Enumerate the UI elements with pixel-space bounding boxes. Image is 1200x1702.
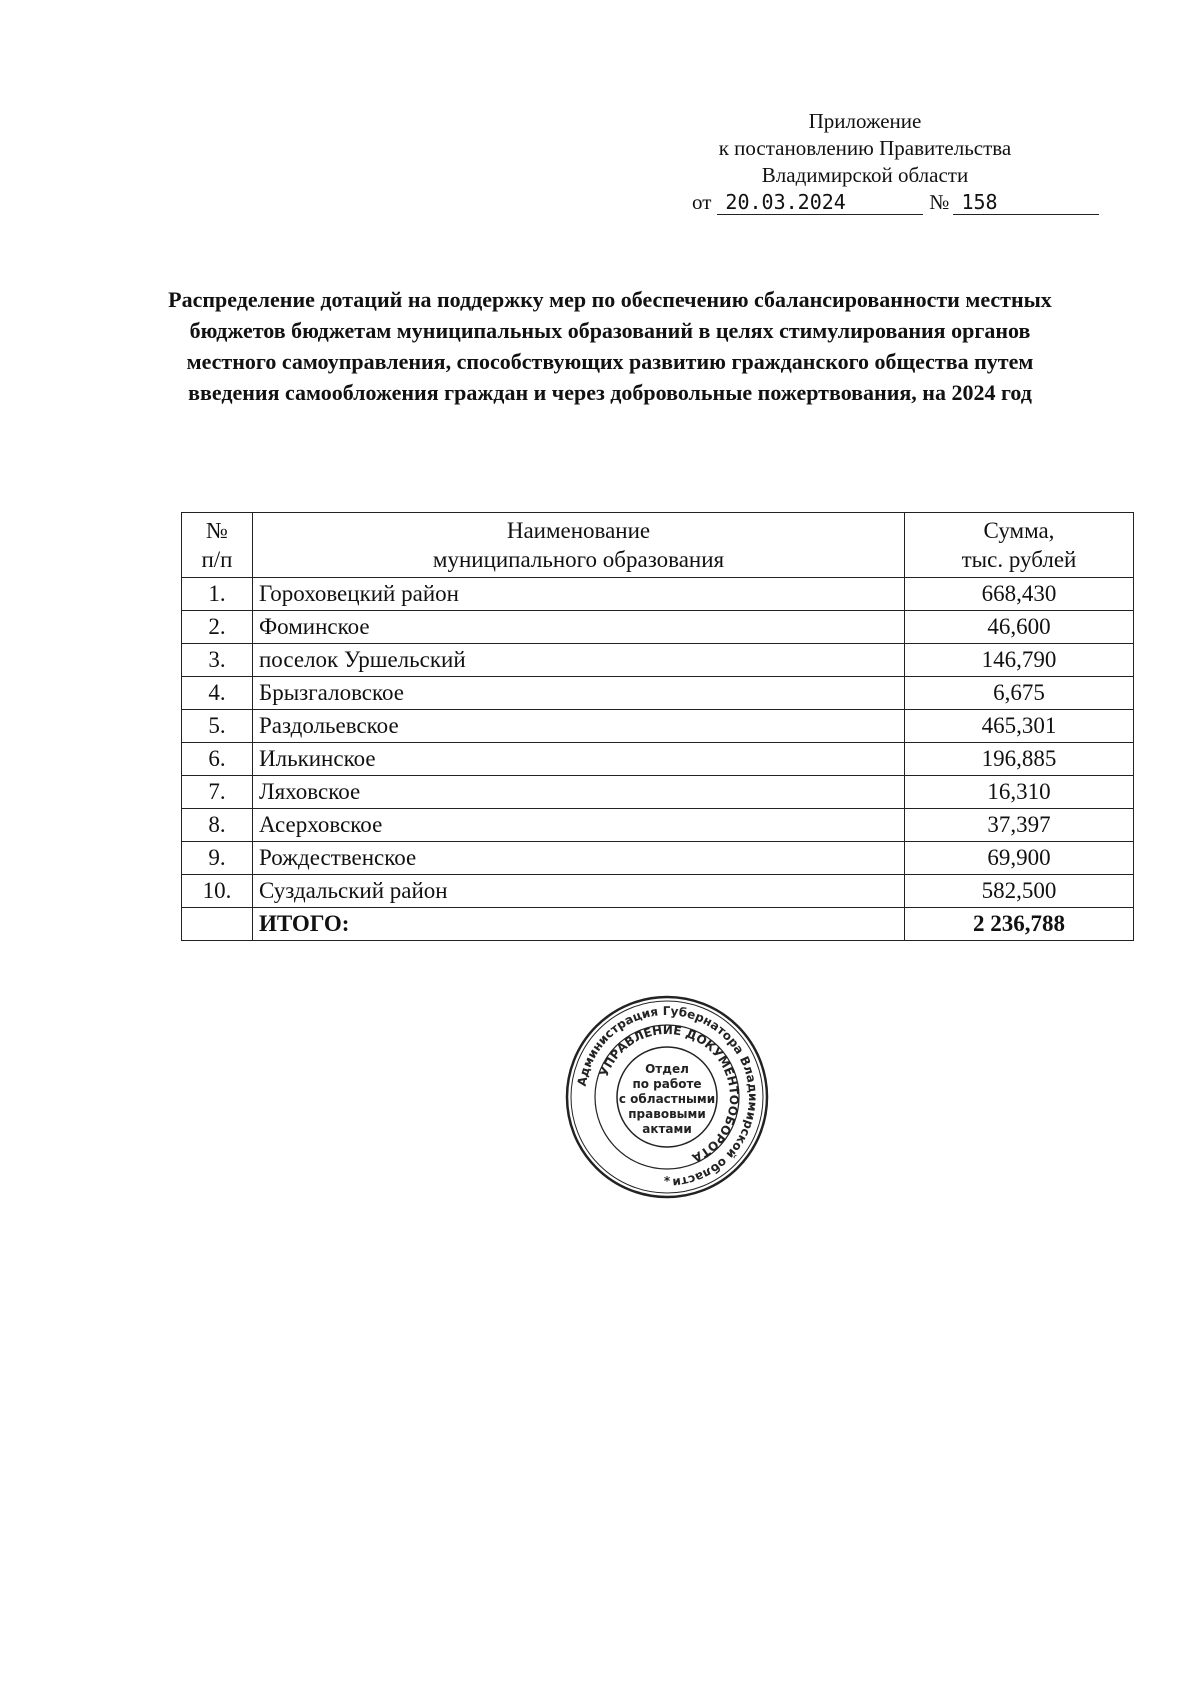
- stamp-center-line2: по работе: [632, 1077, 702, 1091]
- header-sum-line2: тыс. рублей: [961, 547, 1077, 572]
- number-prefix: №: [929, 190, 950, 214]
- row-sum: 46,600: [905, 611, 1134, 644]
- row-sum: 582,500: [905, 875, 1134, 908]
- row-num: 7.: [182, 776, 253, 809]
- row-num: 10.: [182, 875, 253, 908]
- header-sum: [905, 513, 1134, 578]
- row-sum: 465,301: [905, 710, 1134, 743]
- row-name: Суздальский район: [253, 875, 905, 908]
- header-name-line1: Наименование: [506, 518, 651, 543]
- resolution-number: 158: [953, 190, 1099, 215]
- date-prefix: от: [692, 190, 712, 214]
- header-num-line2: п/п: [201, 547, 233, 572]
- row-num: 4.: [182, 677, 253, 710]
- row-sum: 37,397: [905, 809, 1134, 842]
- header-name-line2: муниципального образования: [432, 547, 725, 572]
- table-row: [182, 710, 1134, 743]
- table-row: [182, 842, 1134, 875]
- stamp-star: *: [663, 1174, 671, 1188]
- row-name: Асерховское: [253, 809, 905, 842]
- table-row: [182, 677, 1134, 710]
- document-title: Распределение дотаций на поддержку мер по обеспечению сбалансированности местных бюджетов бюджетам муниципальных образований в целях стимулирования органов местного самоуправления, способствующих развитию гражданского общества путем введения самообложения граждан и через добровольные пожертвования, на 2024 год: [168, 287, 1052, 405]
- row-num: 6.: [182, 743, 253, 776]
- row-sum: 16,310: [905, 776, 1134, 809]
- row-name: поселок Уршельский: [253, 644, 905, 677]
- row-name: Рождественское: [253, 842, 905, 875]
- table-row: [182, 644, 1134, 677]
- total-num-empty: [182, 908, 253, 941]
- appendix-line2: к постановлению Правительства: [718, 136, 1012, 160]
- row-sum: 196,885: [905, 743, 1134, 776]
- row-num: 3.: [182, 644, 253, 677]
- header-num-line1: №: [206, 518, 228, 543]
- stamp-center-line5: актами: [642, 1122, 692, 1136]
- header-sum-line1: Сумма,: [983, 518, 1055, 543]
- row-sum: 146,790: [905, 644, 1134, 677]
- subsidy-table: [181, 512, 1134, 941]
- table-row: [182, 809, 1134, 842]
- resolution-date: 20.03.2024: [717, 190, 923, 215]
- row-sum: 6,675: [905, 677, 1134, 710]
- stamp-outer-text: Администрация Губернатора Владимирской области: [574, 1003, 761, 1190]
- header-name: [253, 513, 905, 578]
- resolution-date-line: [692, 190, 1099, 215]
- row-name: Брызгаловское: [253, 677, 905, 710]
- table-row: [182, 776, 1134, 809]
- total-sum: 2 236,788: [905, 908, 1134, 941]
- row-name: Гороховецкий район: [253, 578, 905, 611]
- table-header-row: [182, 513, 1134, 578]
- total-label: ИТОГО:: [253, 908, 905, 941]
- stamp-center-line1: Отдел: [645, 1062, 689, 1076]
- row-name: Фоминское: [253, 611, 905, 644]
- row-num: 8.: [182, 809, 253, 842]
- stamp-center-line3: с областными: [618, 1092, 716, 1106]
- row-sum: 668,430: [905, 578, 1134, 611]
- row-sum: 69,900: [905, 842, 1134, 875]
- row-name: Илькинское: [253, 743, 905, 776]
- row-num: 2.: [182, 611, 253, 644]
- stamp-inner-text: УПРАВЛЕНИЕ ДОКУМЕНТООБОРОТА: [596, 1022, 742, 1166]
- table-row: [182, 578, 1134, 611]
- stamp-center-line4: правовыми: [628, 1107, 706, 1121]
- table-row: [182, 611, 1134, 644]
- table-row: [182, 875, 1134, 908]
- official-stamp: [565, 995, 769, 1199]
- row-name: Ляховское: [253, 776, 905, 809]
- row-num: 9.: [182, 842, 253, 875]
- total-row: [182, 908, 1134, 941]
- appendix-line3: Владимирской области: [761, 163, 969, 187]
- row-name: Раздольевское: [253, 710, 905, 743]
- appendix-block: [640, 108, 1090, 189]
- table-row: [182, 743, 1134, 776]
- header-num: [182, 513, 253, 578]
- appendix-line1: Приложение: [808, 109, 922, 133]
- stamp-seal-icon: [565, 995, 769, 1199]
- row-num: 1.: [182, 578, 253, 611]
- row-num: 5.: [182, 710, 253, 743]
